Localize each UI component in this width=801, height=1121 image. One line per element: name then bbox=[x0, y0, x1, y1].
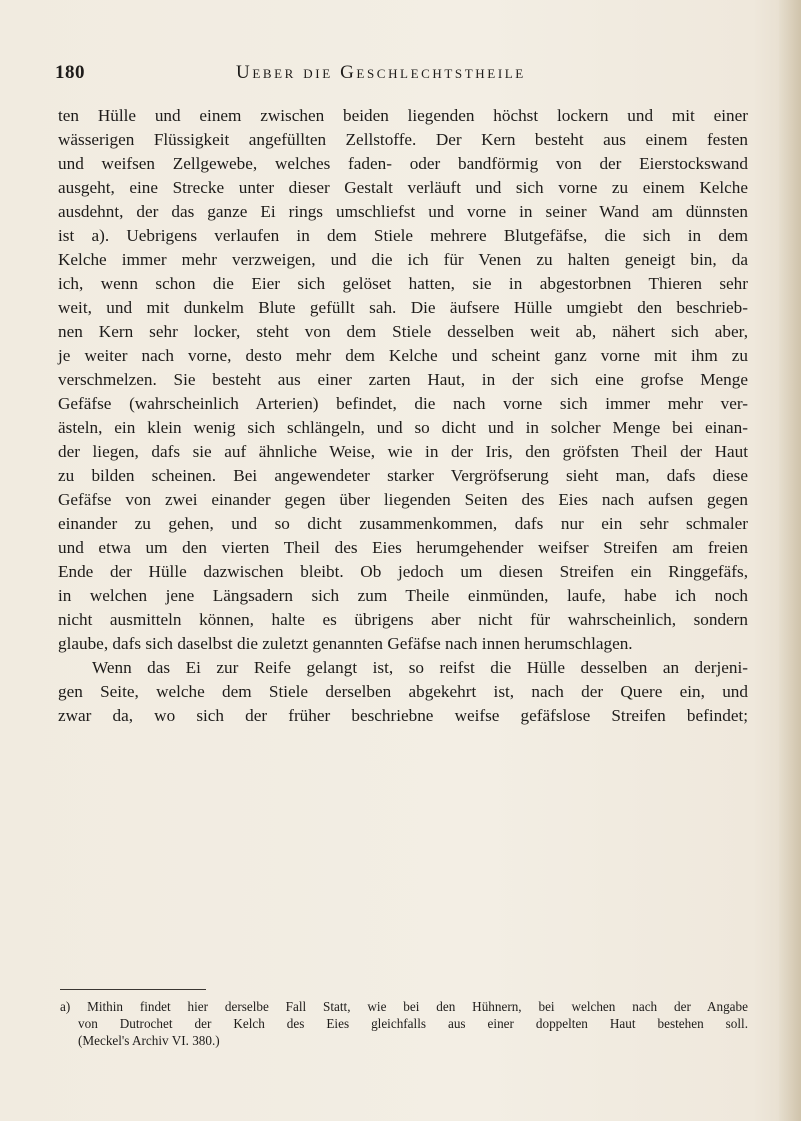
footnote-line: von Dutrochet der Kelch des Eies gleichfalls aus einer doppelten Haut bestehen soll. bbox=[78, 1016, 748, 1031]
footnote-divider bbox=[60, 989, 206, 990]
page-edge-shadow bbox=[779, 0, 801, 1121]
text-line: Ende der Hülle dazwischen bleibt. Ob jedoch um diesen Streifen ein Ringgefäfs, bbox=[58, 562, 748, 581]
text-line: nicht ausmitteln können, halte es übrigens aber nicht für wahrscheinlich, sondern bbox=[58, 610, 748, 629]
text-line: nen Kern sehr locker, steht von dem Stiele desselben weit ab, nähert sich aber, bbox=[58, 322, 748, 341]
text-line: ist a). Uebrigens verlaufen in dem Stiele mehrere Blutgefäfse, die sich in dem bbox=[58, 226, 748, 245]
text-line: verschmelzen. Sie besteht aus einer zarten Haut, in der sich eine grofse Menge bbox=[58, 370, 748, 389]
text-line: ausdehnt, der das ganze Ei rings umschliefst und vorne in seiner Wand am dünnsten bbox=[58, 202, 748, 221]
text-line: der liegen, dafs sie auf ähnliche Weise, wie in der Iris, den gröfsten Theil der Haut bbox=[58, 442, 748, 461]
text-line: einander zu gehen, und so dicht zusammenkommen, dafs nur ein sehr schmaler bbox=[58, 514, 748, 533]
text-line: wässerigen Flüssigkeit angefüllten Zellstoffe. Der Kern besteht aus einem festen bbox=[58, 130, 748, 149]
text-line: und weifsen Zellgewebe, welches faden- oder bandförmig von der Eierstockswand bbox=[58, 154, 748, 173]
page-number: 180 bbox=[55, 62, 85, 83]
text-line: glaube, dafs sich daselbst die zuletzt genannten Gefäfse nach innen herumschlagen. bbox=[58, 634, 633, 653]
footnote-line: a) Mithin findet hier derselbe Fall Statt, wie bei den Hühnern, bei welchen nach der Angabe bbox=[60, 999, 748, 1014]
footnotes bbox=[58, 998, 748, 1049]
text-line: ich, wenn schon die Eier sich gelöset hatten, sie in abgestorbnen Thieren sehr bbox=[58, 274, 748, 293]
body-text bbox=[58, 104, 748, 728]
running-title: Ueber die Geschlechtstheile bbox=[236, 62, 526, 83]
text-line: in welchen jene Längsadern sich zum Theile einmünden, laufe, habe ich noch bbox=[58, 586, 748, 605]
text-line: weit, und mit dunkelm Blute gefüllt sah. Die äufsere Hülle umgiebt den beschrieb- bbox=[58, 298, 748, 317]
text-line: zu bilden scheinen. Bei angewendeter starker Vergröfserung sieht man, dafs diese bbox=[58, 466, 748, 485]
text-line: ausgeht, eine Strecke unter dieser Gestalt verläuft und sich vorne zu einem Kelche bbox=[58, 178, 748, 197]
text-line: je weiter nach vorne, desto mehr dem Kelche und scheint ganz vorne mit ihm zu bbox=[58, 346, 748, 365]
text-line-paragraph-start: Wenn das Ei zur Reife gelangt ist, so reifst die Hülle desselben an derjeni- bbox=[92, 658, 748, 677]
footnote-line: (Meckel's Archiv VI. 380.) bbox=[78, 1033, 220, 1048]
text-line: ten Hülle und einem zwischen beiden liegenden höchst lockern und mit einer bbox=[58, 106, 748, 125]
text-line: ästeln, ein klein wenig sich schlängeln, und so dicht und in solcher Menge bei einan- bbox=[58, 418, 748, 437]
text-line: Gefäfse von zwei einander gegen über liegenden Seiten des Eies nach aufsen gegen bbox=[58, 490, 748, 509]
text-line: zwar da, wo sich der früher beschriebne weifse gefäfslose Streifen befindet; bbox=[58, 706, 748, 725]
text-line: Kelche immer mehr verzweigen, und die ich für Venen zu halten geneigt bin, da bbox=[58, 250, 748, 269]
text-line: Gefäfse (wahrscheinlich Arterien) befindet, die nach vorne sich immer mehr ver- bbox=[58, 394, 748, 413]
page-header bbox=[55, 62, 745, 92]
text-line: und etwa um den vierten Theil des Eies herumgehender weifser Streifen am freien bbox=[58, 538, 748, 557]
text-line: gen Seite, welche dem Stiele derselben abgekehrt ist, nach der Quere ein, und bbox=[58, 682, 748, 701]
